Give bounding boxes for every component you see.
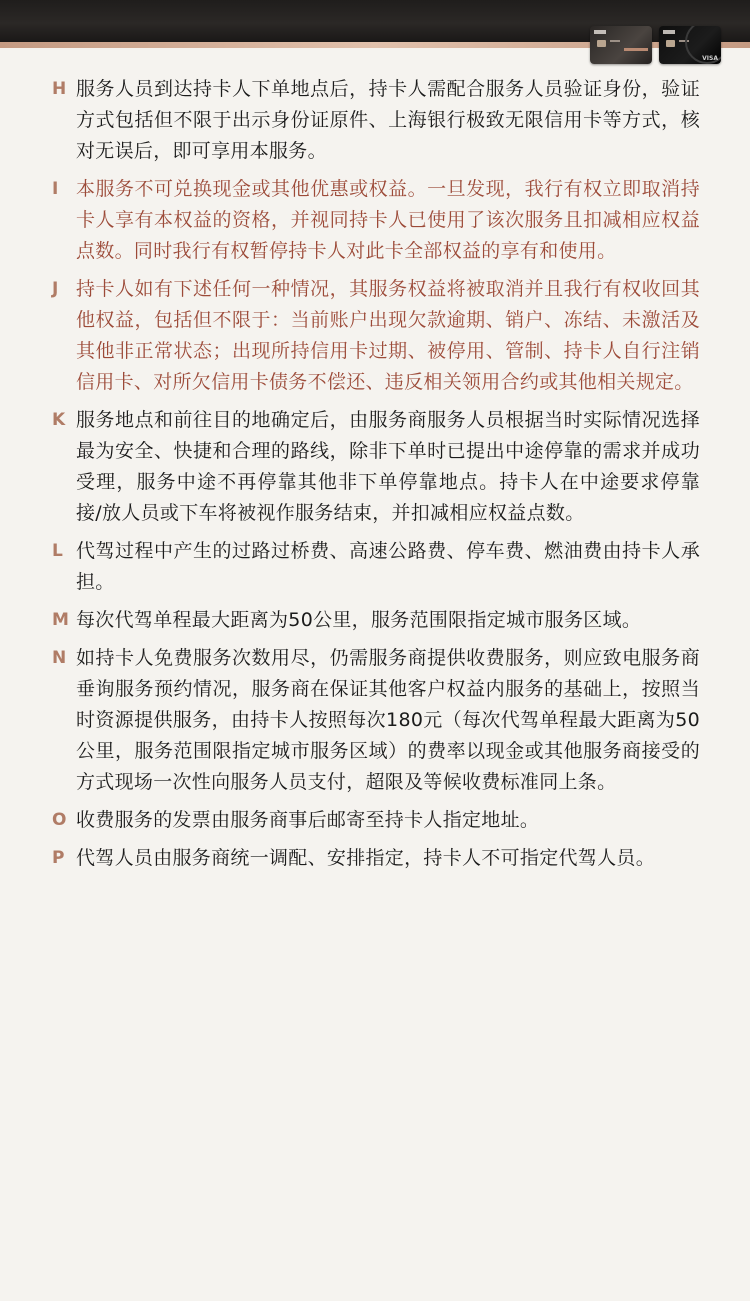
term-text: 代驾人员由服务商统一调配、安排指定，持卡人不可指定代驾人员。 bbox=[76, 847, 656, 869]
term-letter: H bbox=[52, 79, 67, 99]
term-letter: O bbox=[52, 810, 67, 830]
term-letter: I bbox=[52, 179, 59, 199]
bank-logo-icon bbox=[663, 30, 675, 34]
term-text: 每次代驾单程最大距离为50公里，服务范围限指定城市服务区域。 bbox=[76, 609, 642, 631]
term-letter: N bbox=[52, 648, 67, 668]
term-text: 代驾过程中产生的过路过桥费、高速公路费、停车费、燃油费由持卡人承担。 bbox=[76, 540, 700, 593]
term-letter: P bbox=[52, 848, 65, 868]
term-letter: J bbox=[52, 279, 59, 299]
term-text: 收费服务的发票由服务商事后邮寄至持卡人指定地址。 bbox=[76, 809, 540, 831]
term-text: 如持卡人免费服务次数用尽，仍需服务商提供收费服务，则应致电服务商垂询服务预约情况，服务商在保证其他客户权益内服务的基础上，按照当时资源提供服务，由持卡人按照每次180元（每次代驾单程最大距离为50公里，服务范围限指定城市服务区域）的费率以现金或其他服务商接受的方式现场一次性向服务人员支付，超限及等候收费标准同上条。 bbox=[76, 647, 700, 793]
terms-list bbox=[52, 74, 700, 881]
term-text: 持卡人如有下述任何一种情况，其服务权益将被取消并且我行有权收回其他权益，包括但不限于：当前账户出现欠款逾期、销户、冻结、未激活及其他非正常状态；出现所持信用卡过期、被停用、管制、持卡人自行注销信用卡、对所欠信用卡债务不偿还、违反相关领用合约或其他相关规定。 bbox=[76, 278, 700, 393]
term-letter: K bbox=[52, 410, 66, 430]
term-item-k bbox=[52, 405, 700, 529]
term-item-o bbox=[52, 805, 700, 836]
visa-logo: VISA bbox=[702, 55, 718, 62]
term-item-i bbox=[52, 174, 700, 267]
term-item-p bbox=[52, 843, 700, 874]
contactless-icon bbox=[610, 40, 620, 42]
card-chip-icon bbox=[597, 40, 606, 47]
term-text: 本服务不可兑换现金或其他优惠或权益。一旦发现，我行有权立即取消持卡人享有本权益的资格，并视同持卡人已使用了该次服务且扣减相应权益点数。同时我行有权暂停持卡人对此卡全部权益的享有和使用。 bbox=[76, 178, 700, 262]
term-item-h bbox=[52, 74, 700, 167]
term-letter: M bbox=[52, 610, 69, 630]
term-item-j bbox=[52, 274, 700, 398]
card-accent-stripe bbox=[624, 48, 648, 51]
credit-card-black-image bbox=[659, 26, 721, 64]
term-item-m bbox=[52, 605, 700, 636]
bank-logo-icon bbox=[594, 30, 606, 34]
term-letter: L bbox=[52, 541, 63, 561]
credit-card-copper-image bbox=[590, 26, 652, 64]
term-item-l bbox=[52, 536, 700, 598]
term-item-n bbox=[52, 643, 700, 798]
term-text: 服务地点和前往目的地确定后，由服务商服务人员根据当时实际情况选择最为安全、快捷和合理的路线，除非下单时已提出中途停靠的需求并成功受理，服务中途不再停靠其他非下单停靠地点。持卡人在中途要求停靠接/放人员或下车将被视作服务结束，并扣减相应权益点数。 bbox=[76, 409, 700, 524]
term-text: 服务人员到达持卡人下单地点后，持卡人需配合服务人员验证身份，验证方式包括但不限于出示身份证原件、上海银行极致无限信用卡等方式，核对无误后，即可享用本服务。 bbox=[76, 78, 700, 162]
card-chip-icon bbox=[666, 40, 675, 47]
